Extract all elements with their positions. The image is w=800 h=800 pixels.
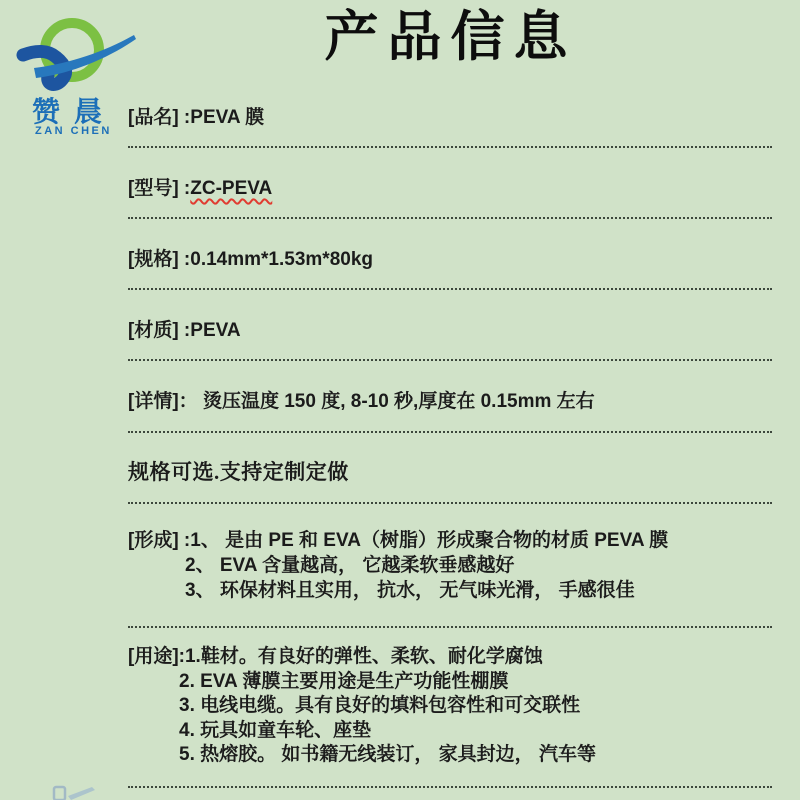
field-value: PEVA 膜 [190, 107, 265, 128]
usage-line: 4. 玩具如童车轮、座垫 [179, 719, 372, 741]
dashed-separator [128, 288, 772, 290]
field-label: [详情] [128, 391, 179, 412]
usage-line: 5. 热熔胶。 如书籍无线装订， 家具封边， 汽车等 [179, 744, 596, 765]
field-sep: : [178, 530, 191, 551]
company-logo [8, 8, 148, 143]
dashed-separator [128, 359, 772, 361]
dashed-separator [128, 217, 772, 219]
field-row-material [128, 315, 778, 342]
usage-line: 2. EVA 薄膜主要用途是生产功能性棚膜 [179, 670, 509, 692]
field-label: [规格] [128, 249, 179, 270]
dashed-separator [128, 146, 772, 148]
field-row-model [128, 173, 778, 200]
field-row-product-name [128, 102, 778, 129]
bottom-watermark-icon [52, 784, 98, 800]
field-sep: : [178, 320, 191, 341]
custom-order-note: 规格可选.支持定制定做 [128, 460, 349, 484]
dashed-separator [128, 431, 772, 433]
usage-text: 1.鞋材。有良好的弹性、柔软、耐化学腐蚀 [184, 646, 543, 667]
field-label: [形成] [128, 530, 179, 551]
formation-line [128, 528, 788, 553]
field-label: [型号] [128, 178, 179, 199]
field-sep: : [178, 249, 191, 270]
field-value-spellcheck: ZC-PEVA [190, 178, 273, 199]
page-title: 产品信息 [324, 7, 577, 67]
field-sep: : [178, 178, 191, 199]
field-label: [材质] [128, 320, 179, 341]
field-sep: ： [178, 391, 203, 412]
field-value: 0.14mm*1.53m*80kg [190, 249, 374, 270]
usage-line [128, 645, 788, 670]
dashed-separator [128, 626, 772, 628]
formation-section [128, 528, 788, 603]
formation-text: 1、 是由 PE 和 EVA（树脂）形成聚合物的材质 PEVA 膜 [190, 530, 669, 551]
field-row-details [128, 386, 778, 413]
field-label: [用途] [128, 646, 179, 667]
logo-company-name-cn: 赞晨 [32, 96, 117, 127]
dashed-separator [128, 502, 772, 504]
ring-swoosh-logo-icon [8, 12, 148, 94]
usage-line: 3. 电线电缆。具有良好的填料包容性和可交联性 [179, 695, 581, 716]
field-value: 烫压温度 150 度, 8-10 秒,厚度在 0.15mm 左右 [202, 391, 595, 412]
formation-line: 3、 环保材料且实用， 抗水， 无气味光滑， 手感很佳 [185, 580, 635, 601]
formation-line: 2、 EVA 含量越高， 它越柔软垂感越好 [185, 555, 515, 576]
field-sep: : [178, 646, 185, 667]
dashed-separator [128, 786, 772, 788]
field-label: [品名] [128, 107, 179, 128]
usage-section [128, 645, 788, 768]
field-row-spec [128, 244, 778, 271]
logo-company-name-en: ZAN CHEN [35, 125, 112, 137]
field-sep: : [178, 107, 191, 128]
field-value: PEVA [190, 320, 241, 341]
